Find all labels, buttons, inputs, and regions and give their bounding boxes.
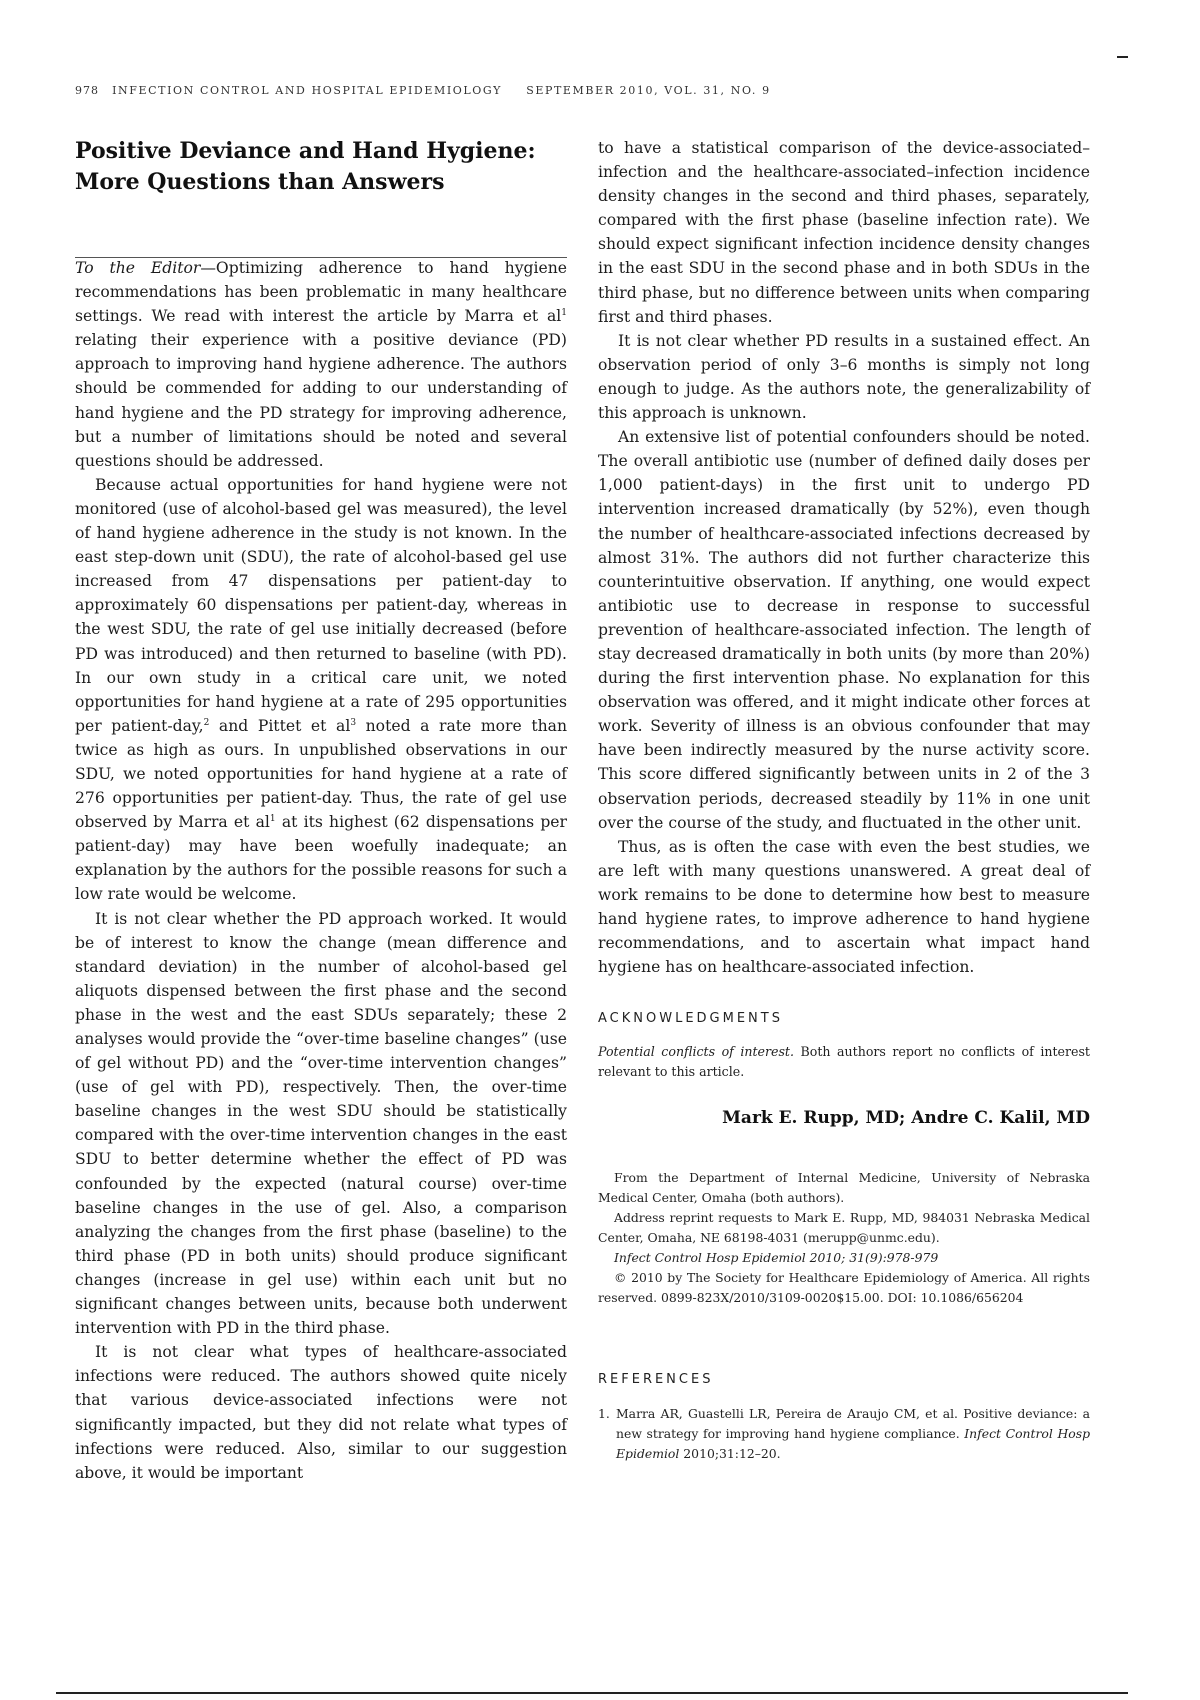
title-line-2: More Questions than Answers	[75, 169, 445, 195]
reference-item	[598, 1404, 1090, 1464]
affiliation-reprint: Address reprint requests to Mark E. Rupp, MD, 984031 Nebraska Medical Center, Omaha, NE 68198-4031 (merupp@unmc.edu).	[598, 1210, 1090, 1245]
bottom-rule	[56, 1692, 1128, 1694]
article-title	[75, 136, 567, 198]
conflicts-label: Potential conflicts of interest.	[598, 1044, 794, 1059]
reference-journal: Infect Control Hosp Epidemiol	[616, 1426, 1090, 1461]
conflicts-statement	[598, 1042, 1090, 1082]
reference-citation: Marra AR, Guastelli LR, Pereira de Araujo CM, et al. Positive deviance: a new strategy for improving hand hygiene compliance.	[616, 1406, 1090, 1441]
left-column	[75, 136, 567, 1482]
paragraph-6: It is not clear whether PD results in a sustained effect. An observation period of only 3–6 months is simply not long enough to judge. As the authors note, the generalizability of this approach is unknown.	[598, 331, 1090, 423]
paragraph-3	[75, 907, 567, 1341]
issue-info: SEPTEMBER 2010, VOL. 31, NO. 9	[526, 84, 771, 97]
reference-list	[598, 1404, 1090, 1464]
journal-name: INFECTION CONTROL AND HOSPITAL EPIDEMIOLOGY	[112, 84, 502, 97]
reference-volume: 2010;31:12–20.	[683, 1446, 781, 1461]
affiliation-dept: From the Department of Internal Medicine, University of Nebraska Medical Center, Omaha (both authors).	[598, 1170, 1090, 1205]
paragraph-8: Thus, as is often the case with even the best studies, we are left with many questions unanswered. A great deal of work remains to be done to determine how best to measure hand hygiene rates, to improve adherence to hand hygiene recommendations, and to ascertain what impact hand hygiene has on healthcare-associated infection.	[598, 837, 1090, 977]
running-head	[75, 84, 975, 97]
corner-mark	[1117, 56, 1128, 58]
acknowledgments-heading: ACKNOWLEDGMENTS	[598, 1011, 783, 1026]
affiliation-citation: Infect Control Hosp Epidemiol 2010; 31(9):978-979	[614, 1250, 939, 1265]
reference-text	[616, 1404, 1090, 1464]
right-body	[598, 136, 1090, 979]
paragraph-1-text: —Optimizing adherence to hand hygiene recommendations has been problematic in many healthcare settings. We read with interest the article by Marra et $al^1$ relating their experience with a positive deviance (PD) approach to improving hand hygiene adherence. The authors should be commended for adding to our understanding of hand hygiene and the PD strategy for improving adherence, but a number of limitations should be noted and several questions should be addressed.	[75, 259, 567, 470]
affiliation-copyright: © 2010 by The Society for Healthcare Epidemiology of America. All rights reserved. 0899-823X/2010/3109-0020$15.00. DOI: 10.1086/656204	[598, 1270, 1090, 1305]
paragraph-2-text: Because actual opportunities for hand hygiene were not monitored (use of alcohol-based gel was measured), the level of hand hygiene adherence in the study is not known. In the east step-down unit (SDU), the rate of alcohol-based gel use increased from 47 dispensations per patient-day to approximately 60 dispensations per patient-day, whereas in the west SDU, the rate of gel use initially decreased (before PD was introduced) and then returned to baseline (with PD). In our own study in a critical care unit, we noted opportunities for hand hygiene at a rate of 295 opportunities per patient-day,$^2$ and Pittet et $al^3$ noted a rate more than twice as high as ours. In unpublished observations in our SDU, we noted opportunities for hand hygiene at a rate of 276 opportunities per patient-day. Thus, the rate of gel use observed by Marra et $al^1$ at its highest (62 dispensations per patient-day) may have been woefully inadequate; an explanation by the authors for the possible reasons for such a low rate would be welcome.	[75, 475, 567, 904]
page-number: 978	[75, 84, 99, 97]
title-line-1: Positive Deviance and Hand Hygiene:	[75, 138, 536, 164]
paragraph-5: to have a statistical comparison of the device-associated–infection and the healthcare-associated–infection incidence density changes in the second and third phases, separately, compared with the first phase (baseline infection rate). We should expect significant infection incidence density changes in the east SDU in the second phase and in both SDUs in the third phase, but no difference between units when comparing first and third phases.	[598, 139, 1090, 326]
affiliation-block	[598, 1168, 1090, 1308]
author-signature: Mark E. Rupp, MD; Andre C. Kalil, MD	[722, 1108, 1090, 1128]
reference-number: 1.	[598, 1406, 610, 1421]
salutation: To the Editor	[75, 259, 201, 277]
paragraph-2	[75, 473, 567, 907]
references-heading: REFERENCES	[598, 1372, 714, 1387]
paragraph-7: An extensive list of potential confounders should be noted. The overall antibiotic use (number of defined daily doses per 1,000 patient-days) in the first unit to undergo PD intervention increased dramatically (by 52%), even though the number of healthcare-associated infections decreased by almost 31%. The authors did not further characterize this counterintuitive observation. If anything, one would expect antibiotic use to decrease in response to successful prevention of healthcare-associated infection. The length of stay decreased dramatically in both units (by more than 20%) during the first intervention phase. No explanation for this observation was offered, and it might indicate other forces at work. Severity of illness is an obvious confounder that may have been indirectly measured by the nurse activity score. This score differed significantly between units in 2 of the 3 observation periods, decreased steadily by 11% in one unit over the course of the study, and fluctuated in the other unit.	[598, 428, 1090, 832]
paragraph-4	[75, 1340, 567, 1485]
left-body	[75, 256, 567, 1485]
conflicts-text: Both authors report no conflicts of interest relevant to this article.	[598, 1044, 1090, 1079]
paragraph-1	[75, 256, 567, 473]
paragraph-3-text: It is not clear whether the PD approach worked. It would be of interest to know the change (mean difference and standard deviation) in the number of alcohol-based gel aliquots dispensed between the first phase and the second phase in the west and the east SDUs separately; these 2 analyses would provide the “over-time baseline changes” (use of gel without PD) and the “over-time intervention changes” (use of gel with PD), respectively. Then, the over-time baseline changes in the west SDU should be statistically compared with the over-time intervention changes in the east SDU to better determine whether the effect of PD was confounded by the expected (natural course) over-time baseline changes in the use of gel. Also, a comparison analyzing the changes from the first phase (baseline) to the third phase (PD in both units) should produce significant changes (increase in gel use) within each unit but no significant changes between units, because both underwent intervention with PD in the third phase.	[75, 909, 567, 1338]
paragraph-4-text: It is not clear what types of healthcare-associated infections were reduced. The authors showed quite nicely that various device-associated infections were not significantly impacted, but they did not relate what types of infections were reduced. Also, similar to our suggestion above, it would be important	[75, 1343, 567, 1482]
